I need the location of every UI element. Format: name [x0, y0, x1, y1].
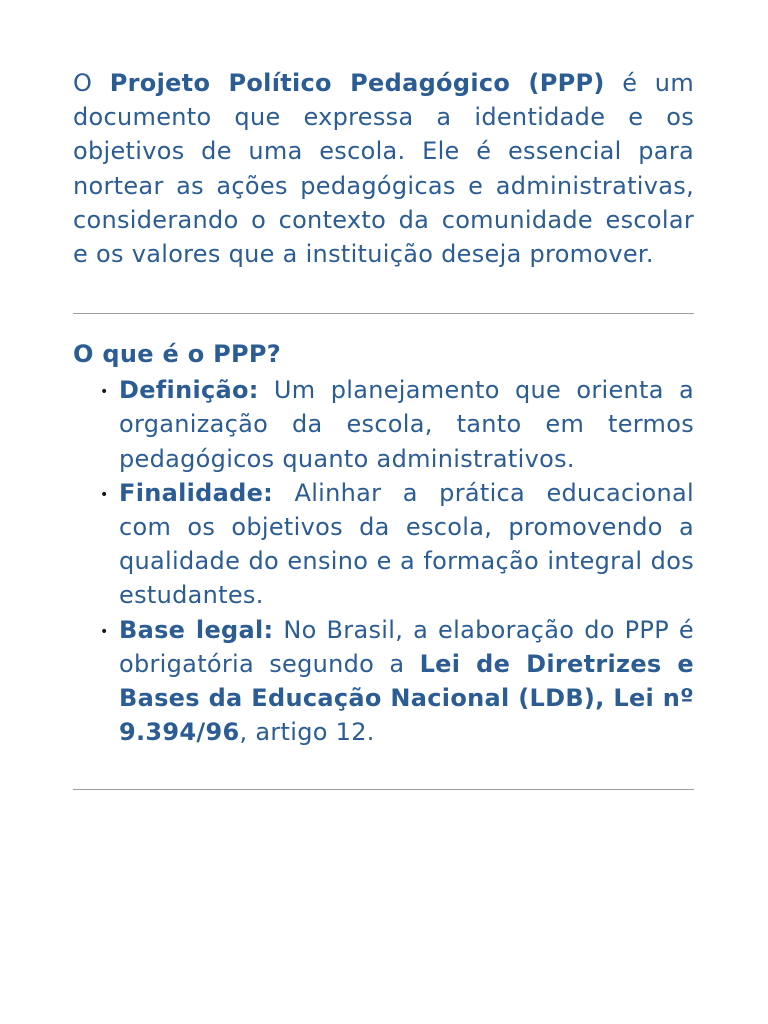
- section-divider-top: [73, 313, 694, 314]
- item-label: Base legal:: [119, 615, 274, 644]
- list-item-definicao: [73, 373, 694, 476]
- intro-prefix: O: [73, 69, 110, 97]
- law-reference: Lei de Diretrizes e Bases da Educação Nacional (LDB), Lei nº 9.394/96: [119, 649, 694, 747]
- bullet-list: [73, 373, 694, 749]
- intro-paragraph: [73, 66, 694, 271]
- intro-highlight: Projeto Político Pedagógico (PPP): [109, 69, 605, 97]
- item-label: Definição:: [119, 376, 259, 405]
- item-label: Finalidade:: [119, 478, 274, 507]
- item-suffix: , artigo 12.: [239, 718, 375, 747]
- intro-text: é um documento que expressa a identidade e os objetivos de uma escola. Ele é essencial para nortear as ações pedagógicas e administrativas, considerando o contexto da comunidade escolar e os valores que a instituição deseja promover.: [73, 69, 694, 269]
- section-divider-bottom: [73, 789, 694, 790]
- item-text: Um planejamento que orienta a organização da escola, tanto em termos pedagógicos quanto administrativos.: [119, 376, 694, 473]
- bullet-icon: •: [100, 384, 109, 401]
- item-text: Alinhar a prática educacional com os objetivos da escola, promovendo a qualidade do ensino e a formação integral dos estudantes.: [119, 478, 694, 610]
- bullet-icon: •: [100, 486, 109, 503]
- item-text: No Brasil, a elaboração do PPP é obrigatória segundo a: [119, 615, 694, 678]
- section-title: O que é o PPP?: [73, 340, 282, 369]
- list-item-base-legal: [73, 613, 694, 750]
- bullet-icon: •: [100, 623, 109, 640]
- document-page: [73, 66, 694, 790]
- list-item-finalidade: [73, 476, 694, 613]
